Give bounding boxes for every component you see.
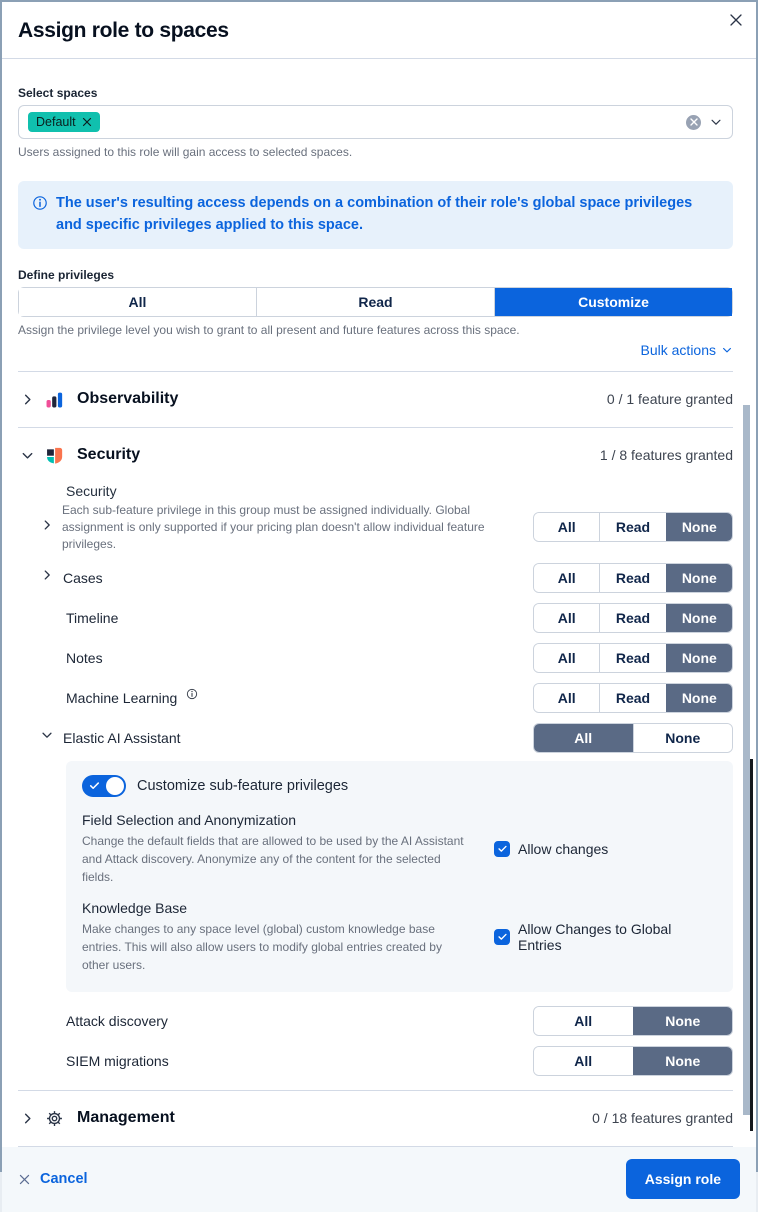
allow-changes-checkbox[interactable] <box>494 841 510 857</box>
cases-none-button[interactable]: None <box>666 564 732 592</box>
security-group-privilege-group <box>533 512 733 542</box>
category-row-management[interactable] <box>18 1091 733 1146</box>
info-callout <box>18 181 733 249</box>
attack-discovery-none-button[interactable]: None <box>633 1007 733 1035</box>
cases-label: Cases <box>63 569 103 586</box>
modal-title: Assign role to spaces <box>18 19 229 42</box>
space-badge-label: Default <box>36 115 76 129</box>
customize-subfeature-label: Customize sub-feature privileges <box>137 777 349 794</box>
siem-migrations-label: SIEM migrations <box>66 1052 169 1069</box>
knowledge-base-desc: Make changes to any space level (global) custom knowledge base entries. This will also allow users to modify global entries created by other users. <box>82 921 442 972</box>
allow-changes-label: Allow changes <box>518 840 609 857</box>
notes-read-button[interactable]: Read <box>599 644 665 672</box>
timeline-none-button[interactable]: None <box>666 604 732 632</box>
cases-all-button[interactable]: All <box>534 564 599 592</box>
machine-learning-all-button[interactable]: All <box>534 684 599 712</box>
machine-learning-label: Machine Learning <box>66 689 178 706</box>
security-group-row <box>62 502 733 553</box>
security-group-none-button[interactable]: None <box>666 513 732 541</box>
security-expanded-content <box>18 483 733 1090</box>
ai-assistant-none-button[interactable]: None <box>633 724 733 752</box>
bulk-actions-link[interactable] <box>641 342 733 358</box>
management-granted-count: 0 / 18 features granted <box>592 1110 733 1127</box>
siem-migrations-privilege-group <box>533 1046 733 1076</box>
field-selection-desc: Change the default fields that are allowed to be used by the AI Assistant and Attack discovery. Anonymize any of the content for the selected fields. <box>82 833 464 884</box>
management-title: Management <box>77 1109 175 1127</box>
category-row-observability[interactable] <box>18 372 733 427</box>
select-spaces-label: Select spaces <box>18 86 98 100</box>
security-title: Security <box>77 446 141 463</box>
toggle-check-icon <box>89 780 100 791</box>
timeline-read-button[interactable]: Read <box>599 604 665 632</box>
siem-migrations-none-button[interactable]: None <box>633 1047 733 1075</box>
attack-discovery-row <box>66 1006 733 1036</box>
space-badge-default[interactable] <box>28 112 100 132</box>
machine-learning-row <box>66 683 733 713</box>
cases-chevron-right-icon[interactable] <box>40 568 54 587</box>
security-group-chevron-right-icon[interactable] <box>40 518 54 537</box>
cancel-label: Cancel <box>40 1171 88 1188</box>
info-icon <box>32 195 48 237</box>
notes-none-button[interactable]: None <box>666 644 732 672</box>
siem-migrations-row <box>66 1046 733 1076</box>
badge-remove-icon[interactable] <box>82 117 92 127</box>
timeline-all-button[interactable]: All <box>534 604 599 632</box>
select-spaces-help: Users assigned to this role will gain access to selected spaces. <box>18 145 353 159</box>
modal-body <box>2 59 756 1147</box>
privilege-customize-button[interactable]: Customize <box>494 288 732 316</box>
privilege-read-button[interactable]: Read <box>256 288 494 316</box>
define-privileges-label: Define privileges <box>18 267 115 282</box>
timeline-privilege-group <box>533 603 733 633</box>
cancel-cross-icon <box>18 1173 31 1186</box>
field-selection-block <box>82 812 717 886</box>
security-group-read-button[interactable]: Read <box>599 513 665 541</box>
machine-learning-privilege-group <box>533 683 733 713</box>
info-callout-text: The user's resulting access depends on a combination of their role's global space privileges and specific privileges applied to this space. <box>56 195 693 233</box>
ai-assistant-row <box>63 723 733 753</box>
observability-title: Observability <box>77 390 179 407</box>
security-group-label: Security <box>66 482 117 499</box>
attack-discovery-all-button[interactable]: All <box>534 1007 633 1035</box>
notes-label: Notes <box>66 649 103 666</box>
bulk-actions-label: Bulk actions <box>640 341 716 358</box>
ai-assistant-chevron-down-icon[interactable] <box>40 728 54 747</box>
category-row-security[interactable] <box>18 428 733 483</box>
bulk-actions-chevron-down-icon <box>721 344 733 356</box>
cases-read-button[interactable]: Read <box>599 564 665 592</box>
allow-global-entries-checkbox[interactable] <box>494 929 510 945</box>
observability-logo-icon <box>46 391 63 408</box>
security-logo-icon <box>46 447 63 464</box>
cancel-button[interactable] <box>18 1171 88 1187</box>
combobox-chevron-down-icon[interactable] <box>709 115 723 129</box>
timeline-row <box>66 603 733 633</box>
modal-scrollbar[interactable] <box>743 405 750 1115</box>
close-icon[interactable] <box>722 6 750 34</box>
modal-footer <box>2 1147 756 1212</box>
privileges-help: Assign the privilege level you wish to grant to all present and future features across this space. <box>18 322 520 337</box>
security-group-all-button[interactable]: All <box>534 513 599 541</box>
cases-privilege-group <box>533 563 733 593</box>
clear-selection-icon[interactable] <box>686 115 701 130</box>
field-selection-title: Field Selection and Anonymization <box>82 811 297 828</box>
security-chevron-down-icon[interactable] <box>18 446 37 465</box>
machine-learning-info-icon[interactable] <box>186 688 198 700</box>
inner-scrollbar[interactable] <box>750 759 753 1131</box>
attack-discovery-privilege-group <box>533 1006 733 1036</box>
observability-granted-count: 0 / 1 feature granted <box>606 391 733 407</box>
attack-discovery-label: Attack discovery <box>66 1012 168 1029</box>
knowledge-base-title: Knowledge Base <box>82 899 188 916</box>
ai-assistant-privilege-group <box>533 723 733 753</box>
customize-subfeature-toggle[interactable] <box>82 775 126 797</box>
siem-migrations-all-button[interactable]: All <box>534 1047 633 1075</box>
machine-learning-read-button[interactable]: Read <box>599 684 665 712</box>
ai-subfeature-panel <box>66 761 733 992</box>
security-granted-count: 1 / 8 features granted <box>599 447 733 463</box>
timeline-label: Timeline <box>66 609 119 626</box>
observability-chevron-right-icon[interactable] <box>18 390 37 409</box>
notes-all-button[interactable]: All <box>534 644 599 672</box>
management-gear-icon <box>46 1110 63 1127</box>
knowledge-base-block <box>82 900 717 974</box>
notes-row <box>66 643 733 673</box>
spaces-combobox[interactable] <box>18 105 733 139</box>
ai-assistant-label: Elastic AI Assistant <box>63 729 181 746</box>
modal-header <box>2 2 756 59</box>
privilege-level-group <box>18 287 733 317</box>
cases-row <box>63 563 733 593</box>
notes-privilege-group <box>533 643 733 673</box>
allow-global-entries-label: Allow Changes to Global Entries <box>518 920 672 953</box>
security-group-desc: Each sub-feature privilege in this group must be assigned individually. Global assignment is only supported if your pricing plan doesn't allow individual feature privileges. <box>62 502 485 551</box>
machine-learning-none-button[interactable]: None <box>666 684 732 712</box>
assign-role-button[interactable]: Assign role <box>626 1159 740 1199</box>
ai-assistant-all-button[interactable]: All <box>534 724 633 752</box>
toggle-knob <box>105 776 125 796</box>
management-chevron-right-icon[interactable] <box>18 1109 37 1128</box>
privilege-all-button[interactable]: All <box>19 288 256 316</box>
